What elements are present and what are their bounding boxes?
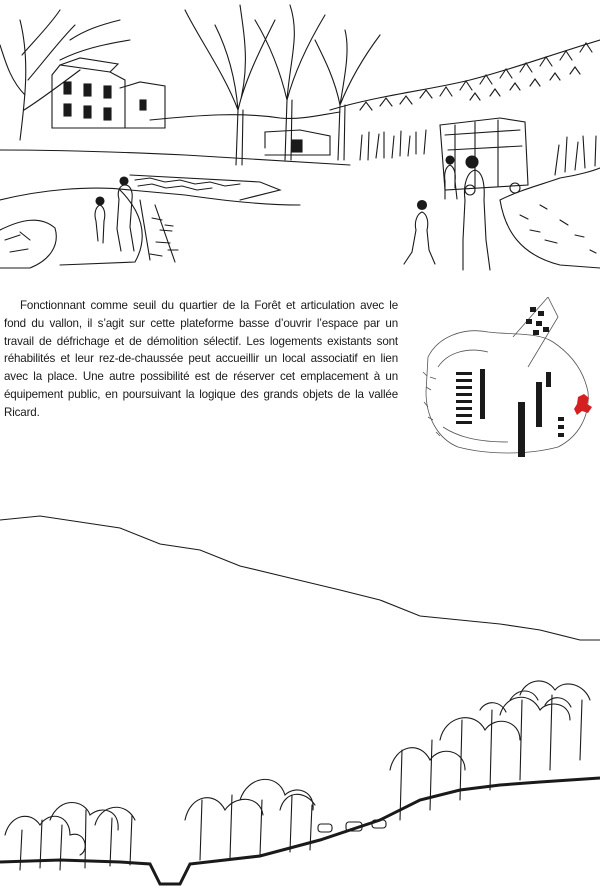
figure-hiker	[117, 185, 134, 251]
figure-standing	[463, 170, 490, 270]
far-hill-line	[330, 40, 600, 110]
valley-section	[0, 500, 600, 892]
perspective-sketch	[0, 0, 600, 280]
sketch-drawing	[0, 0, 600, 280]
site-plan	[418, 297, 600, 460]
bus-outline	[440, 118, 528, 190]
section-drawing	[0, 500, 600, 892]
description-paragraph: Fonctionnant comme seuil du quartier de la Forêt et articulation avec le fond du vallon, il s’agit sur cette plateforme basse d’ouvrir l’espace par un travail de défrichage et de démolition sélectif. Les logements existants sont réhabilités et leur rez-de-chaussée peut accueillir un local associatif en lien avec la place. Une autre possibilité est de réserver cet emplacement à un équipement public, en poursuivant la logique des grands objets de la vallée Ricard.	[4, 299, 398, 419]
plan-highlight	[574, 394, 592, 415]
figure-walking	[404, 212, 435, 264]
ridge-line	[0, 516, 600, 640]
site-plan-drawing	[418, 297, 600, 460]
